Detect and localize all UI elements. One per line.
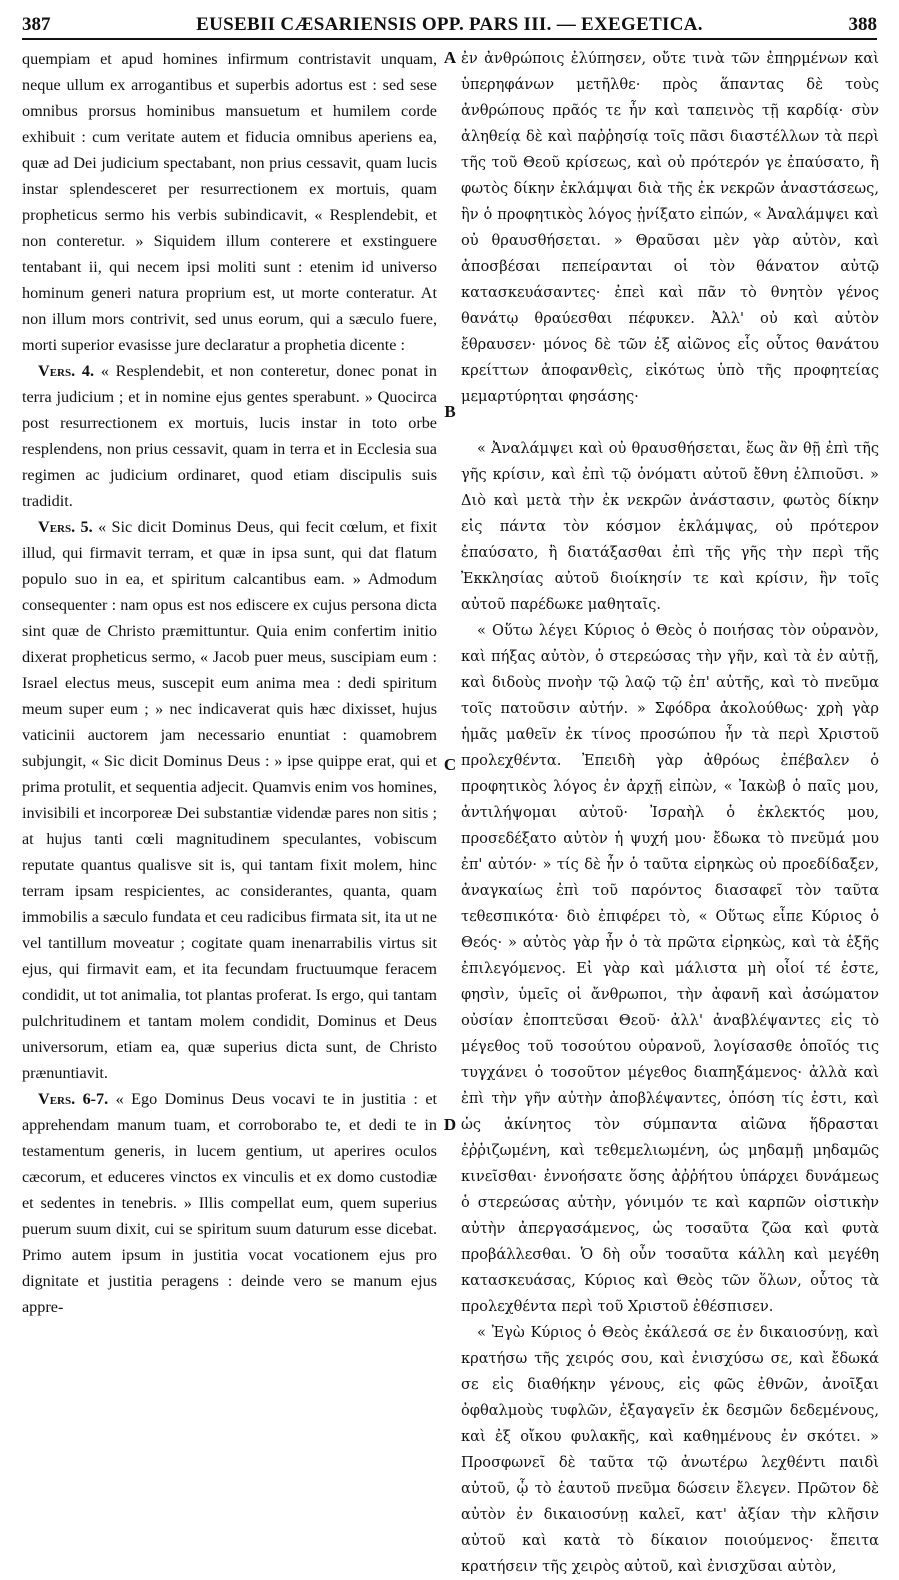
latin-column [22,46,437,1320]
page-header [22,8,877,40]
greek-paragraph [461,436,879,618]
page-number-left: 387 [22,14,51,35]
latin-text: quempiam et apud homines infirmum contristavit unquam, neque ullum ex arrogantibus et superbis adortus est : sed sese omnibus prorsus hominibus mansuetum et humilem corde exhibuit : cum veritate autem et fiducia omnibus aperiens ea, quæ ad Dei judicium spectabant, non prius cessavit, quam lucis instar splendesceret per resurrectionem ex mortuis, quam propheticus sermo his verbis subindicavit, « Resplendebit, et non conteretur. » Siquidem illum conterere et exstinguere tentabant ii, qui necem ipsi moliti sunt : etenim id universo hominum generi natura proprium est, ut morte conteratur. At non illum mors contrivit, sed unus eorum, qui a sæculo fuere, morti superior evasisse jure declaratur a prophetia dicente : [22,50,437,354]
running-title: EUSEBII CÆSARIENSIS OPP. PARS III. — EXEGETICA. [196,14,703,35]
latin-paragraph [22,514,437,1086]
latin-paragraph [22,358,437,514]
greek-text: « Οὕτω λέγει Κύριος ὁ Θεὸς ὁ ποιήσας τὸν οὐρανὸν, καὶ πήξας αὐτὸν, ὁ στερεώσας τὴν γῆν, καὶ τὰ ἐν αὐτῇ, καὶ διδοὺς πνοὴν τῷ λαῷ τῷ ἐπ' αὐτῆς, καὶ τὸ πνεῦμα τοῖς πατοῦσιν αὐτήν. » Σφόδρα ἀκολούθως· χρὴ γὰρ ἡμᾶς μαθεῖν ἐκ τίνος προσώπου ἦν τὰ περὶ Χριστοῦ προλεχθέντα. Ἐπειδὴ γὰρ ἀθρόως ἐπέβαλεν ὁ προφητικὸς λόγος ἐν ἀρχῇ εἰπὼν, « Ἰακὼβ ὁ παῖς μου, ἀντιλήψομαι αὐτοῦ· Ἰσραὴλ ὁ ἐκλεκτός μου, προσεδέξατο αὐτὸν ἡ ψυχή μου· ἔδωκα τὸ πνεῦμά μου ἐπ' αὐτόν· » τίς δὲ ἦν ὁ ταῦτα εἰρηκὼς οὐ προεδίδαξεν, ἀναγκαίως ἐπὶ τοῦ παρόντος διασαφεῖ τὸν ταῦτα τεθεσπικότα· διὸ ἐπιφέρει τὸ, « Οὕτως εἶπε Κύριος ὁ Θεός· » αὐτὸς γὰρ ἦν ὁ τὰ πρῶτα εἰρηκὼς, καὶ τὰ ἑξῆς ἐπιλεγόμενος. Εἰ γὰρ καὶ μάλιστα μὴ οἷοί τέ ἐστε, φησὶν, ὑμεῖς οἱ ἄνθρωποι, τὴν ἀφανῆ καὶ ἀσώματον οὐσίαν ἐποπτεῦσαι Θεοῦ· ἀλλ' ἀναβλέψαντες εἰς τὸ μέγεθος τοῦ τοσούτου οὐρανοῦ, λογίσασθε ὁποῖός τις τυγχάνει ὁ τοσοῦτον μέγεθος διαπηξάμενος· ἀλλὰ καὶ ἐπὶ τὴν γῆν αὐτὴν ἀποβλέψαντες, ὁπόση τίς ἐστι, καὶ ὡς ἀκίνητος τὸν σύμπαντα αἰῶνα ἥδρασται ἐῤῥιζωμένη, καὶ τεθεμελιωμένη, ὡς μηδαμῇ μηδαμῶς κινεῖσθαι· ἐννοήσατε ὅσης ἀῤῥήτου ὑπάρχει δυνάμεως ὁ στερεώσας αὐτὴν, γόνιμόν τε καὶ καρπῶν οἰστικὴν αὐτὴν ἀπεργασάμενος, ὡς τοσαῦτα ζῶα καὶ φυτὰ προβάλλεσθαι. Ὁ δὴ οὖν τοσαῦτα κάλλη καὶ μεγέθη κατασκευάσας, Κύριος καὶ Θεὸς τῶν ὅλων, οὗτος τὰ προλεχθέντα περὶ τοῦ Χριστοῦ ἐθέσπισεν. [461,622,879,1315]
latin-text: « Sic dicit Dominus Deus, qui fecit cœlum, et fixit illud, qui firmavit terram, et quæ in ipsa sunt, qui dat flatum populo suo in ea, et spiritum calcantibus eam. » Admodum consequenter : nam opus est nos ediscere ex cujus persona dicta sint quæ de Christo præmittuntur. Quia enim confertim initio dixerat propheticus sermo, « Jacob puer meus, suscipiam eum : Israel electus meus, suscepit eum anima mea : dedi spiritum meum super eum ; » nec indicaverat quis hæc dixisset, hujus vaticinii auctorem jam necessario enuntiat : quamobrem subjungit, « Sic dicit Dominus Deus : » ipse quippe erat, qui et prima protulit, et sequentia adjecit. Quamvis enim vos homines, invisibili et incorporeæ Dei substantiæ videndæ pares non sitis ; at hujus tanti cœli magnitudinem speculantes, vobiscum reputate quantus qualisve sit is, qui tantam fixit molem, hinc terram ipsam respicientes, ac considerantes, quanta, quam immobilis a sæculo fundata et ceu radicibus firmata sit, ita ut ne vel tantillum moveatur ; cogitate quam inenarrabilis virtus sit ejus, qui firmavit eam, et ita fecundam fructuumque feracem condidit, ut tot animalia, tot plantas proferat. Is ergo, qui tantam pulchritudinem et tantam molem condidit, Dominus et Deus universorum, etiam ea, quæ superius dicta sunt, de Christo prænuntiavit. [22,518,437,1082]
latin-text: « Resplendebit, et non conteretur, donec ponat in terra judicium ; et in nomine ejus gentes sperabunt. » Quocirca post resurrectionem ex mortuis, lucis instar in toto orbe resplendens, non prius cessavit, quam in terra et in Ecclesia sua regimen ac judicium ordinaret, quod etiam discipulis suis tradidit. [22,362,437,510]
greek-column [461,46,879,1580]
greek-text: « Ἀναλάμψει καὶ οὐ θραυσθήσεται, ἕως ἂν θῇ ἐπὶ τῆς γῆς κρίσιν, καὶ ἐπὶ τῷ ὀνόματι αὐτοῦ ἔθνη ἐλπιοῦσι. » Διὸ καὶ μετὰ τὴν ἐκ νεκρῶν ἀνάστασιν, φωτὸς δίκην εἰς πάντα τὸν κόσμον ἐκλάμψας, οὐ πρότερον ἐπαύσατο, ἢ διατάξασθαι ἐπὶ τῆς γῆς τὴν περὶ τῆς Ἐκκλησίας αὐτοῦ διοίκησίν τε καὶ κρίσιν, ἣν τοῖς αὐτοῦ παρέδωκε μαθηταῖς. [461,440,879,613]
greek-paragraph [461,46,879,410]
verse-label: Vers. 4. [38,362,95,380]
greek-paragraph [461,1320,879,1580]
greek-text: « Ἐγὼ Κύριος ὁ Θεὸς ἐκάλεσά σε ἐν δικαιοσύνῃ, καὶ κρατήσω τῆς χειρός σου, καὶ ἐνισχύσω σε, καὶ ἔδωκά σε εἰς διαθήκην γένους, εἰς φῶς ἐθνῶν, ἀνοῖξαι ὀφθαλμοὺς τυφλῶν, ἐξαγαγεῖν ἐκ δεσμῶν δεδεμένους, καὶ ἐξ οἴκου φυλακῆς, καὶ καθημένους ἐν σκότει. » Προσφωνεῖ δὲ ταῦτα τῷ ἀνωτέρω λεχθέντι παιδὶ αὐτοῦ, ᾧ τὸ ἑαυτοῦ πνεῦμα δώσειν ἔλεγεν. Πρῶτον δὲ αὐτὸν ἐν δικαιοσύνῃ καλεῖ, κατ' ἀξίαν τὴν κλῆσιν αὐτοῦ καὶ κατὰ τὸ δίκαιον ποιούμενος· ἔπειτα κρατήσειν τῆς χειρὸς αὐτοῦ, καὶ ἐνισχῦσαι αὐτὸν, [461,1324,879,1575]
margin-marker-d: D [443,1115,457,1134]
latin-paragraph [22,46,437,358]
verse-label: Vers. 6-7. [38,1090,109,1108]
margin-marker-c: C [443,755,457,774]
margin-marker-a: A [443,48,457,67]
latin-text: « Ego Dominus Deus vocavi te in justitia : et apprehendam manum tuam, et corroborabo te, et dedi te in testamentum generis, in lucem gentium, ut aperires oculos cæcorum, et educeres vinctos ex vinculis et ex domo custodiæ et sedentes in tenebris. » Illis compellat eum, quem superius puerum suum dixit, cui se spiritum suum daturum esse dicebat. Primo autem ipsum in justitia vocat vocationem ejus pro dignitate et justitia peragens : deinde vero se manum ejus appre- [22,1090,438,1316]
latin-paragraph [22,1086,437,1320]
margin-marker-b: B [444,402,456,421]
greek-paragraph [461,618,879,1320]
greek-text: ἐν ἀνθρώποις ἐλύπησεν, οὔτε τινὰ τῶν ἐπηρμένων καὶ ὑπερηφάνων μετῆλθε· πρὸς ἅπαντας δὲ τοὺς ἀνθρώπους πρᾶός τε ἦν καὶ ταπεινὸς τῇ καρδίᾳ· σὺν ἀληθείᾳ δὲ καὶ παῤῥησίᾳ τοῖς πᾶσι διαστέλλων τὰ περὶ τῆς τοῦ Θεοῦ κρίσεως, καὶ οὐ πρότερόν γε ἐπαύσατο, ἢ φωτὸς δίκην ἐκλάμψαι διὰ τῆς ἐκ νεκρῶν ἀναστάσεως, ἣν ὁ προφητικὸς λόγος ᾐνίξατο εἰπών, « Ἀναλάμψει καὶ οὐ θραυσθήσεται. » Θραῦσαι μὲν γὰρ αὐτὸν, καὶ ἀποσβέσαι πεπείρανται οἱ τὸν θάνατον αὐτῷ κατασκευάσαντες· ἐπεὶ καὶ πᾶν τὸ θνητὸν γένος θανάτῳ θραύεσθαι πέφυκεν. Ἀλλ' οὐ καὶ αὐτὸν ἔθραυσεν· μόνος δὲ τῶν ἐξ αἰῶνος εἷς οὗτος θανάτου κρείττων ἀποφανθεὶς, εἰκότως ὑπὸ τῆς προφητείας μεμαρτύρηται φησάσης· [461,50,879,405]
verse-label: Vers. 5. [38,518,93,536]
page-number-right: 388 [848,14,877,35]
